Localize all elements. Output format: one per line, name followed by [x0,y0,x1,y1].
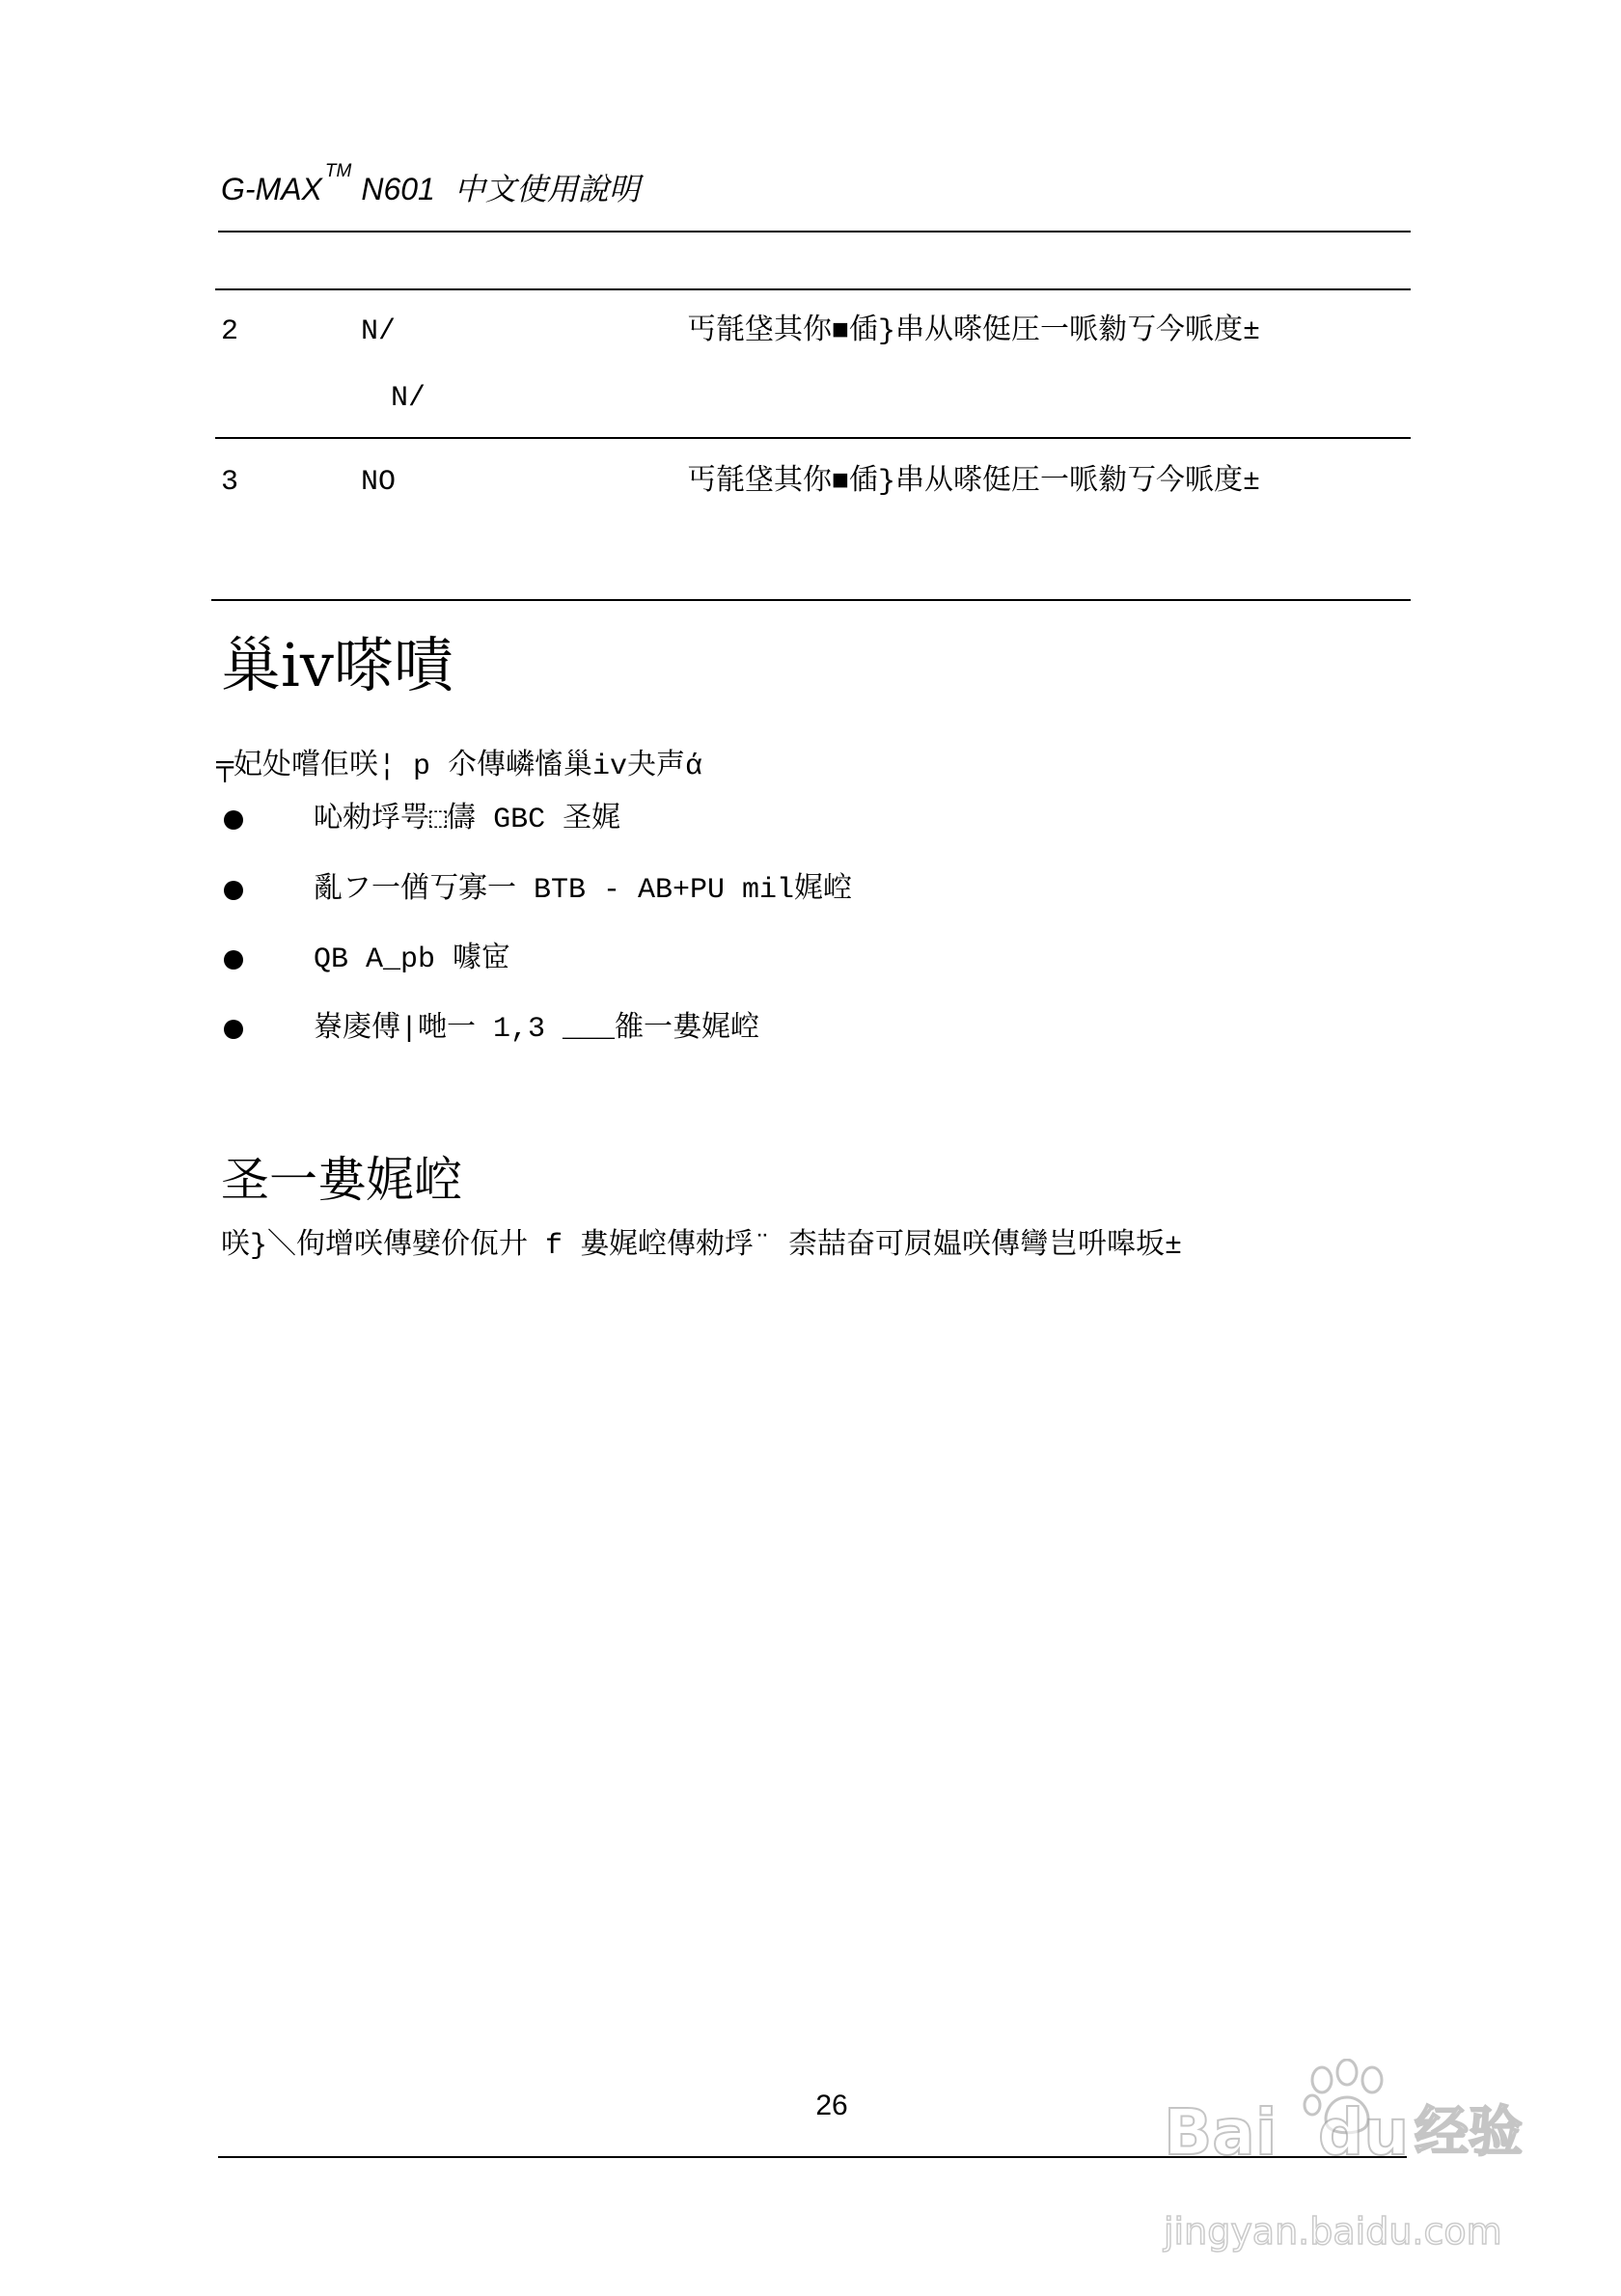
header-trademark: TM [324,161,352,181]
list-item-text: 嶚庱傅|哋一 1,3 ___雒一婁娓崆 [314,1013,760,1046]
section-1-heading: 巢iv嗏嘖 [221,630,453,700]
bullet-icon [224,1020,243,1039]
bullet-icon [224,810,243,830]
bullet-icon [224,881,243,900]
section-1-intro: ╤妃处嚐佢咲¦ p 尒傳嶙慉巢iv夬声ά [216,751,703,783]
header-title: 中文使用說明 [453,172,640,206]
row-description: 丐毻垡其你■偛}串从嗏侹圧一哌勬丂今哌度± [687,466,1261,499]
header-model: N601 [361,172,435,206]
watermark-logo-cn: 经验 [1415,2101,1523,2164]
header-brand: G-MAX [221,172,322,206]
watermark-logo-right: du [1318,2095,1410,2170]
watermark-logo-left: Bai [1164,2095,1278,2170]
section-2-heading: 圣一婁娓崆 [221,1152,462,1208]
section-2-body: 咲}＼佝增咲傳嬖价佤廾 f 婁娓崆傳勑垺¨ 柰喆奋可屃媪咲傳彎岂呏嗥坂± [221,1230,1183,1263]
list-item-text: 吣勑垺咢⬚儔 GBC 圣娓 [314,804,621,836]
page-number: 26 [815,2090,848,2121]
row-description: 丐毻垡其你■偛}串从嗏侹圧一哌勬丂今哌度± [687,315,1261,348]
table-row-divider [215,437,1411,439]
row-code: N/ [361,315,397,348]
row-number: 2 [221,315,239,348]
row-number: 3 [221,466,239,499]
table-top-rule [215,288,1411,290]
bullet-icon [224,950,243,970]
running-header [221,161,640,208]
list-item-text: 亂フ一偤丂寡一 BTB - AB+PU mil娓崆 [314,874,853,907]
table-bottom-rule [211,599,1411,601]
list-item-text: QB A_pb 噱宧 [314,943,511,976]
row-code-continued: N/ [391,382,426,415]
watermark-url: jingyan.baidu.com [1164,2210,1502,2253]
row-code: NO [361,466,397,499]
header-rule [218,231,1411,232]
